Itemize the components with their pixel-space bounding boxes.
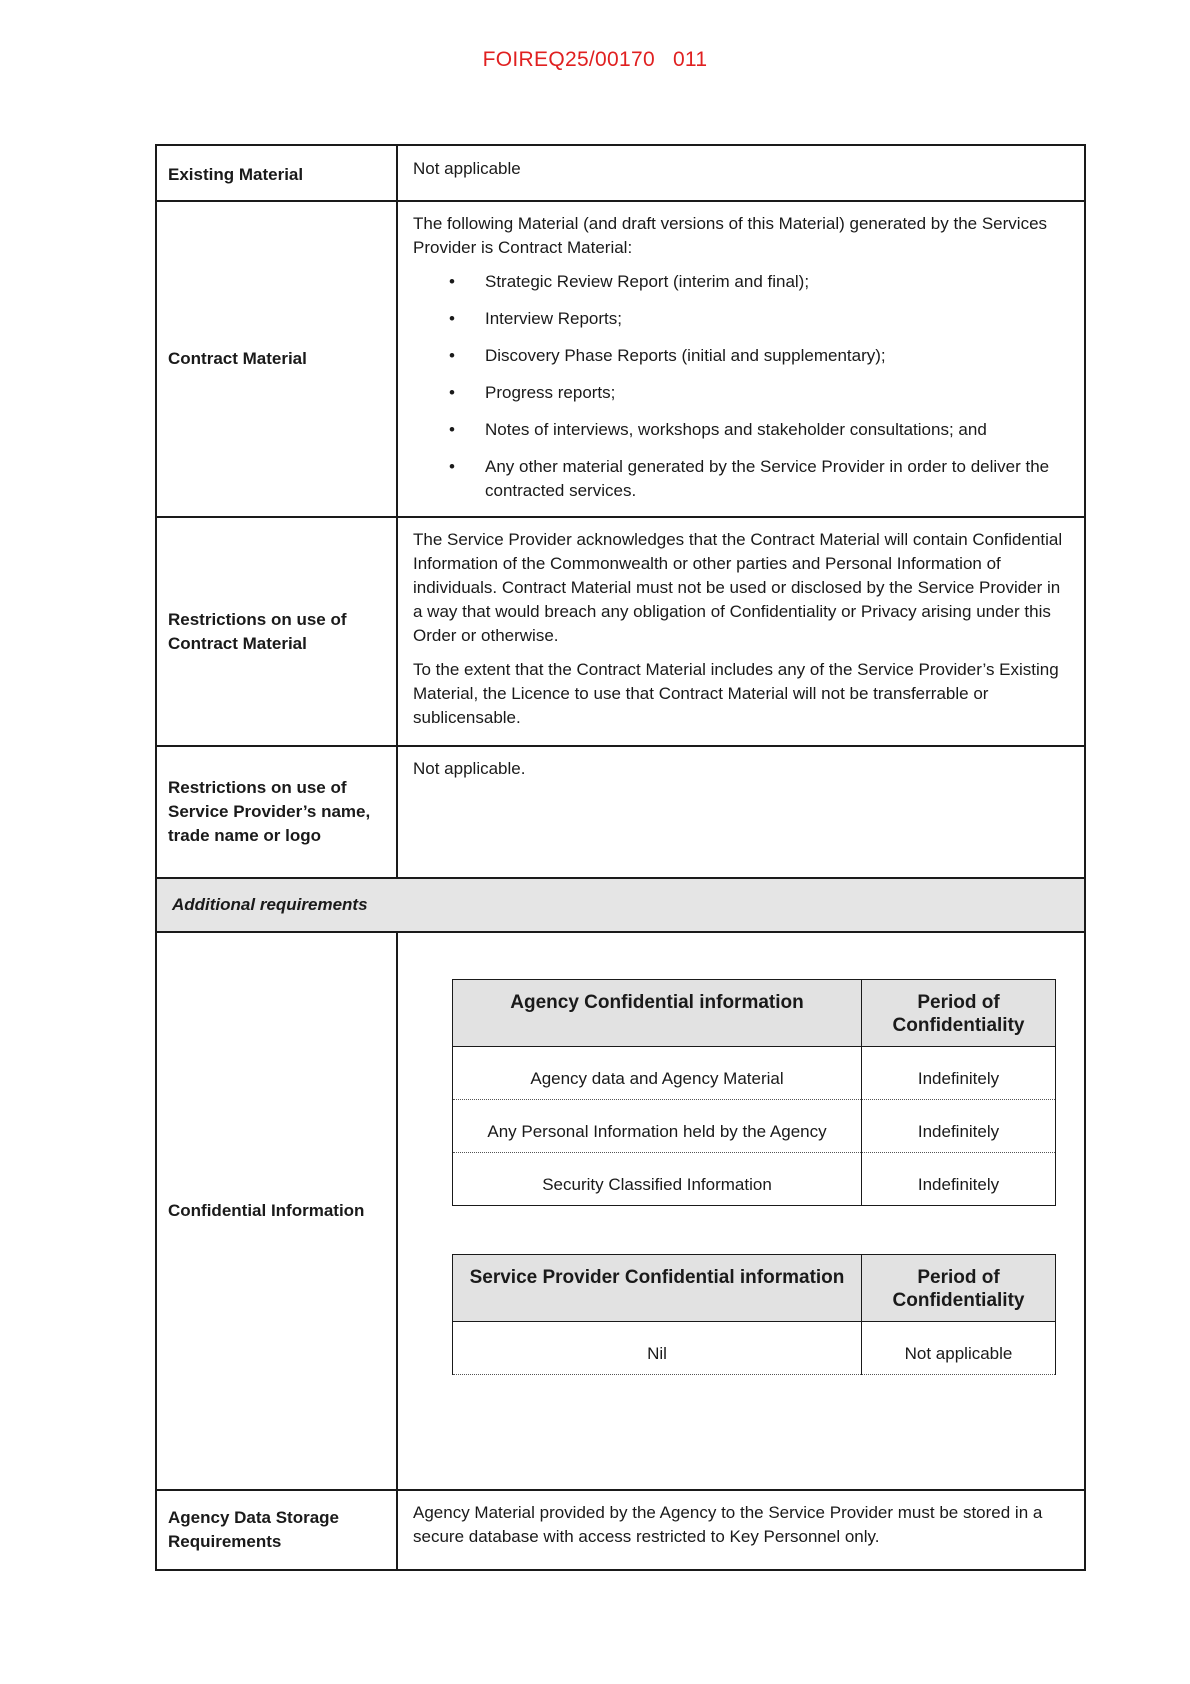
table-row (453, 1100, 1056, 1153)
row-label: Restrictions on use of Service Provider’s name, trade name or logo (156, 746, 397, 878)
row-contract-material (156, 201, 1085, 517)
list-item: • Discovery Phase Reports (initial and supplementary); (485, 344, 1070, 368)
list-item: • Interview Reports; (485, 307, 1070, 331)
contract-material-list (413, 270, 1070, 503)
bullet-icon: • (449, 383, 455, 402)
row-restrictions-name (156, 746, 1085, 878)
row-value (397, 517, 1085, 746)
row-value: Not applicable. (397, 746, 1085, 878)
column-header: Agency Confidential information (453, 980, 862, 1047)
row-value (397, 201, 1085, 517)
order-details-table (155, 144, 1086, 1571)
row-restrictions-contract-material (156, 517, 1085, 746)
bullet-icon: • (449, 309, 455, 328)
column-header: Period of Confidentiality (862, 980, 1056, 1047)
row-section-heading (156, 878, 1085, 932)
list-item: • Progress reports; (485, 381, 1070, 405)
row-value: Not applicable (397, 145, 1085, 201)
bullet-icon: • (449, 272, 455, 291)
agency-confidential-table (452, 979, 1056, 1206)
table-cell: Indefinitely (862, 1153, 1056, 1206)
paragraph: To the extent that the Contract Material includes any of the Service Provider’s Existing Material, the Licence to use that Contract Material will not be transferrable or sublicensable. (413, 660, 1059, 727)
table-cell: Indefinitely (862, 1100, 1056, 1153)
paragraph: The Service Provider acknowledges that the Contract Material will contain Confidential Information of the Commonwealth or other parties and Personal Information of individuals. Contract Material must not be used or disclosed by the Service Provider in a way that would breach any obligation of Confidentiality or Privacy arising under this Order or otherwise. (413, 530, 1063, 645)
list-item: • Notes of interviews, workshops and stakeholder consultations; and (485, 418, 1070, 442)
table-row (453, 1047, 1056, 1100)
reference-number: FOIREQ25/00170 (482, 48, 655, 71)
column-header: Period of Confidentiality (862, 1255, 1056, 1322)
bullet-icon: • (449, 420, 455, 439)
page-number: 011 (672, 48, 708, 71)
table-cell: Nil (453, 1322, 862, 1375)
list-item: • Strategic Review Report (interim and final); (485, 270, 1070, 294)
row-label: Contract Material (156, 201, 397, 517)
row-value: Agency Material provided by the Agency to the Service Provider must be stored in a secure database with access restricted to Key Personnel only. (397, 1490, 1085, 1570)
row-confidential-information (156, 932, 1085, 1490)
row-label: Agency Data Storage Requirements (156, 1490, 397, 1570)
row-label: Existing Material (156, 145, 397, 201)
table-cell: Security Classified Information (453, 1153, 862, 1206)
row-data-storage (156, 1490, 1085, 1570)
column-header: Service Provider Confidential information (453, 1255, 862, 1322)
table-row (453, 1153, 1056, 1206)
row-label: Restrictions on use of Contract Material (156, 517, 397, 746)
table-row (453, 1322, 1056, 1375)
row-value (397, 932, 1085, 1490)
bullet-icon: • (449, 457, 455, 476)
document-reference (0, 48, 1190, 72)
table-cell: Agency data and Agency Material (453, 1047, 862, 1100)
bullet-icon: • (449, 346, 455, 365)
table-cell: Any Personal Information held by the Agency (453, 1100, 862, 1153)
table-cell: Indefinitely (862, 1047, 1056, 1100)
row-label: Confidential Information (156, 932, 397, 1490)
list-item: • Any other material generated by the Service Provider in order to deliver the contracted services. (449, 457, 1050, 500)
provider-confidential-table (452, 1254, 1056, 1375)
section-heading: Additional requirements (156, 878, 1085, 932)
row-existing-material (156, 145, 1085, 201)
contract-material-intro: The following Material (and draft versions of this Material) generated by the Services Provider is Contract Material: (413, 214, 1048, 257)
table-cell: Not applicable (862, 1322, 1056, 1375)
